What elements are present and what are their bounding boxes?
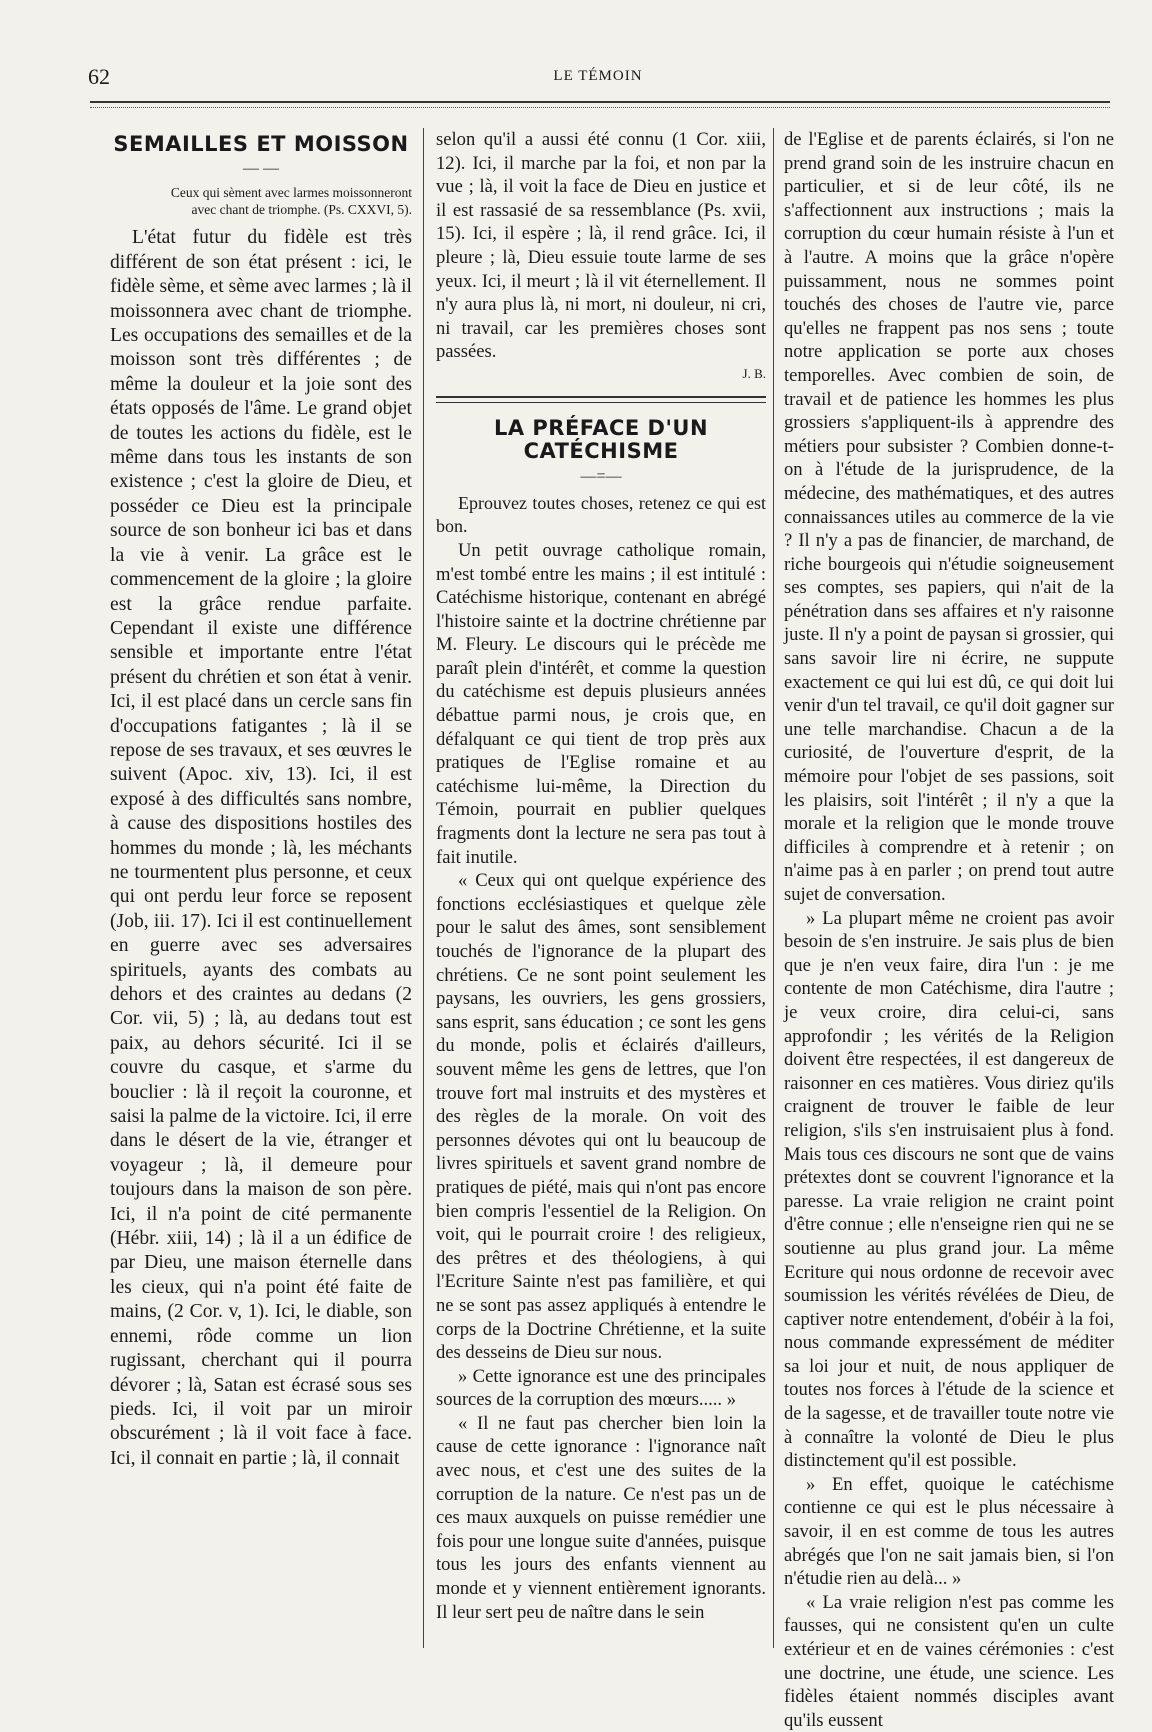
column-2: [436, 128, 766, 1658]
article-paragraph: Un petit ouvrage catholique romain, m'est tombé entre les mains ; il est intitulé : Catéchisme historique, contenant en abrégé l'histoire sainte et la doctrine chrétienne par M. Fleury. Le discours qui le précède me paraît plein d'intérêt, et comme la question du catéchisme est depuis plusieurs années débattue parmi nous, je crois que, en défalquant ce qui tient de trop près aux pratiques de l'Eglise romaine et au catéchisme lui-même, la Direction du Témoin, pourrait en publier quelques fragments dont la lecture ne sera pas tout à fait inutile.: [436, 539, 766, 868]
epigraph: Eprouvez toutes choses, retenez ce qui est bon.: [436, 492, 766, 537]
column-1: [110, 128, 412, 1658]
column-divider: [773, 128, 774, 1648]
epigraph: Ceux qui sèment avec larmes moissonneront avec chant de triomphe. (Ps. CXXVI, 5).: [170, 185, 412, 218]
article-paragraph: » La plupart même ne croient pas avoir besoin de s'en instruire. Je sais plus de bien que je n'en veux faire, dira l'un : je me contente de mon Catéchisme, dira l'autre ; je veux croire, dira celui-ci, sans approfondir ; les vérités de la Religion doivent être respectées, il est dangereux de raisonner en ces matières. Vous diriez qu'ils craignent de trouver le faible de leur religion, s'ils s'en instruisaient plus à fond. Mais tous ces discours ne sont que de vains prétextes dont se couvrent l'ignorance et la paresse. La vraie religion ne craint point d'être connue ; elle n'enseigne rien qui ne se soutienne au plus grand jour. La même Ecriture qui nous ordonne de recevoir avec soumission les vérités révélées de Dieu, de captiver notre entendement, d'obéir à la foi, nous commande expressément de méditer sa loi jour et nuit, de nous appliquer de toutes nos forces à l'étude de la science et de la sagesse, et de travailler toute notre vie à connaître la volonté de Dieu le plus distinctement qu'il est possible.: [784, 907, 1114, 1472]
title-ornament: — —: [243, 160, 279, 178]
title-ornament: —=—: [580, 467, 622, 485]
running-title: LE TÉMOIN: [553, 68, 643, 84]
column-divider: [423, 128, 424, 1648]
header-rule: [90, 101, 1110, 108]
signature: J. B.: [742, 365, 766, 381]
section-rule: [436, 396, 766, 403]
article-paragraph: » Cette ignorance est une des principales sources de la corruption des mœurs..... »: [436, 1365, 766, 1411]
page-header: [88, 64, 1108, 94]
page-number: 62: [88, 64, 110, 89]
article-paragraph: » En effet, quoique le catéchisme contienne ce qui est le plus nécessaire à savoir, il en est comme de tous les autres abrégés que l'on ne sait jamais bien, si l'on n'étudie rien au delà... »: [784, 1473, 1114, 1590]
article-title: SEMAILLES ET MOISSON: [113, 132, 409, 156]
article-paragraph: « Il ne faut pas chercher bien loin la cause de cette ignorance : l'ignorance naît avec nous, et c'est une des suites de la corruption de la nature. Ce n'est pas un de ces maux auxquels on puisse remédier une fois pour une longue suite d'années, puisque tous les jours des enfants viennent au monde et y viennent entièrement ignorants. Il leur sert peu de naître dans le sein: [436, 1412, 766, 1623]
article-paragraph: L'état futur du fidèle est très différent de son état présent : ici, le fidèle sème, et sème avec larmes ; là il moissonnera avec chant de triomphe. Les occupations des semailles et de la moisson sont très différentes ; de même la douleur et la joie sont des états opposés de l'âme. Le grand objet de toutes les actions du fidèle, est le même dans tous les instants de son existence ; c'est la gloire de Dieu, et posséder ce Dieu est la principale source de son bonheur ici bas et dans la vie à venir. La grâce est le commencement de la gloire ; la gloire est la grâce rendue parfaite. Cependant il existe une différence sensible et importante entre l'état présent du chrétien et son état à venir. Ici, il est placé dans un cercle sans fin d'occupations fatigantes ; là il se repose de ses travaux, et ses œuvres le suivent (Apoc. xiv, 13). Ici, il est exposé à des difficultés sans nombre, à cause des dispositions hostiles des hommes du monde ; là, les méchants ne tourmentent plus personne, et ceux qui ont perdu leur force se reposent (Job, iii. 17). Ici il est continuellement en guerre avec ses adversaires spirituels, ayants des combats au dehors et des craintes au dedans (2 Cor. vii, 5) ; là, au dedans tout est paix, au dehors sécurité. Ici il se couvre du casque, et s'arme du bouclier : là il reçoit la couronne, et saisi la palme de la victoire. Ici, il erre dans le désert de la vie, étranger et voyageur ; là, il demeure pour toujours dans la maison de son père. Ici, il n'a point de cité permanente (Hébr. xiii, 14) ; là il a un édifice de par Dieu, une maison éternelle dans les cieux, qui n'a point été faite de mains, (2 Cor. v, 1). Ici, le diable, son ennemi, rôde comme un lion rugissant, cherchant qui il pourra dévorer ; là, Satan est écrasé sous ses pieds. Ici, il voit par un miroir obscurément ; là il voit face à face. Ici, il connait en partie ; là, il connait: [110, 227, 412, 1469]
article-paragraph: « Ceux qui ont quelque expérience des fonctions ecclésiastiques et quelque zèle pour le salut des âmes, sont sensiblement touchés de l'ignorance de la plupart des chrétiens. Ce ne sont point seulement les paysans, les ouvriers, les gens grossiers, sans esprit, sans éducation ; ce sont les gens du monde, polis et éclairés d'ailleurs, souvent même les gens de lettres, que l'on trouve fort mal instruits et des mystères et des règles de la morale. On voit des personnes dévotes qui ont lu beaucoup de livres spirituels et savent grand nombre de pratiques de piété, mais qui n'ont pas encore bien compris l'essentiel de la Religion. On voit, qui le pourrait croire ! des religieux, des prêtres et des théologiens, à qui l'Ecriture Sainte n'est pas familière, et qui ne se sont pas assez appliqués à entendre le corps de la Doctrine Chrétienne, et la suite des desseins de Dieu sur nous.: [436, 870, 766, 1364]
article-title: LA PRÉFACE D'UN CATÉCHISME: [493, 415, 709, 464]
column-3: [784, 128, 1114, 1731]
article-paragraph: « La vraie religion n'est pas comme les fausses, qui ne consistent qu'en un culte extérieur et en de vaines cérémonies : c'est une doctrine, une étude, une science. Les fidèles étaient nommés disciples avant qu'ils eussent: [784, 1591, 1114, 1731]
article-paragraph-continuation: selon qu'il a aussi été connu (1 Cor. xiii, 12). Ici, il marche par la foi, et non par la vue ; là, il voit la face de Dieu en justice et il est rassasié de sa ressemblance (Ps. xvii, 15). Ici, il espère ; là, il rend grâce. Ici, il pleure ; là, Dieu essuie toute larme de ses yeux. Ici, il meurt ; là il vit éternellement. Il n'y aura plus là, ni mort, ni douleur, ni cri, ni travail, car les premières choses sont passées.: [436, 129, 766, 363]
article-paragraph-continuation: de l'Eglise et de parents éclairés, si l'on ne prend grand soin de les instruire chacun en particulier, et si de leur côté, ils ne s'affectionnent aux instructions ; mais la corruption du cœur humain résiste à l'un et à l'autre. A moins que la grâce n'opère puissamment, nous ne sommes point touchés des choses de l'autre vie, parce qu'elles ne frappent pas nos sens ; toute notre application se porte aux choses temporelles. Avec combien de soin, de travail et de patience les hommes les plus grossiers s'appliquent-ils à apprendre des métiers pour subsister ? Combien donne-t-on à l'étude de la jurisprudence, de la médecine, des mathématiques, et des autres connaissances utiles au commerce de la vie ? Il n'y a pas de financier, de marchand, de riche bourgeois qui n'étudie soigneusement ses comptes, ses papiers, qui n'ait de la pénétration dans ses affaires et n'y raisonne juste. Il n'y a point de paysan si grossier, qui sans savoir lire ni écrire, ne suppute exactement ce qui lui est dû, ce qui doit lui venir d'un tel travail, ce qu'il doit gagner sur une telle marchandise. Chacun a de la curiosité, de l'ouverture d'esprit, de la mémoire pour l'objet de ses passions, soit les plaisirs, soit l'intérêt ; il n'y a que la morale et la religion que le monde trouve difficiles à comprendre et à retenir ; on n'aime pas à en parler ; on prend tout autre sujet de conversation.: [784, 129, 1114, 905]
